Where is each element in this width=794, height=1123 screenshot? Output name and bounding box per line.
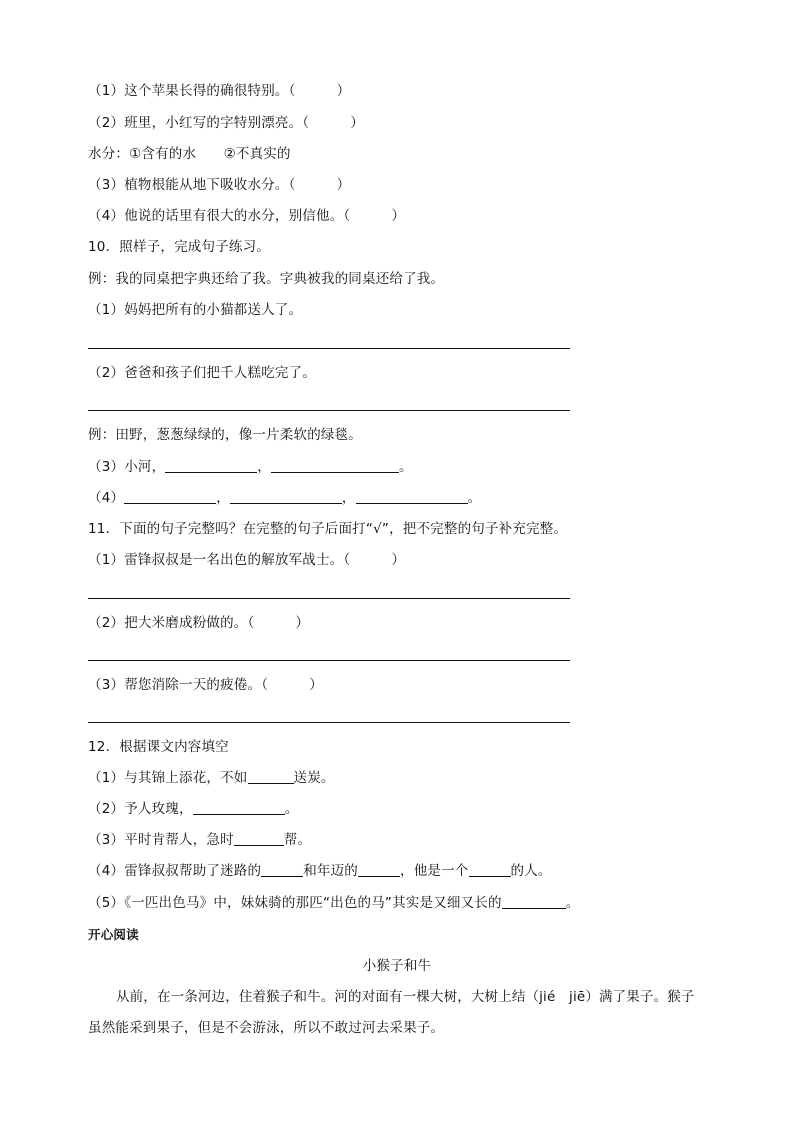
q11-sentence-3: （3）帮您消除一天的疲倦。（ ） bbox=[88, 677, 323, 693]
q9-item-2: （2）班里，小红写的字特别漂亮。（ ） bbox=[88, 115, 365, 131]
reading-title: 小猴子和牛 bbox=[362, 958, 432, 974]
q10-sentence-4 bbox=[88, 489, 481, 507]
comma: ， bbox=[341, 490, 356, 506]
q12-s3-end: 帮。 bbox=[283, 832, 312, 848]
reading-paragraph-line-1: 从前，在一条河边，住着猴子和牛。河的对面有一棵大树，大树上结（jié jiē）满了果子。猴子 bbox=[116, 989, 695, 1005]
q10-sentence-1: （1）妈妈把所有的小猫都送人了。 bbox=[88, 302, 303, 318]
q12-item-2 bbox=[88, 800, 298, 818]
q12-item-3 bbox=[88, 831, 311, 849]
fill-blank[interactable] bbox=[124, 489, 216, 504]
fill-blank[interactable] bbox=[358, 862, 400, 877]
q10-example-2: 例：田野，葱葱绿绿的，像一片柔软的绿毯。 bbox=[88, 427, 362, 443]
answer-line[interactable] bbox=[88, 722, 570, 723]
reading-paragraph-line-2: 虽然能采到果子，但是不会游泳，所以不敢过河去采果子。 bbox=[88, 1020, 445, 1036]
q12-s1-text: （1）与其锦上添花，不如 bbox=[88, 770, 248, 786]
answer-line[interactable] bbox=[88, 410, 570, 411]
comma: ， bbox=[216, 490, 230, 506]
q12-s4-text: （4）雷锋叔叔帮助了迷路的 bbox=[88, 863, 262, 879]
fill-blank[interactable] bbox=[230, 489, 342, 504]
answer-line[interactable] bbox=[88, 660, 570, 661]
q12-item-1 bbox=[88, 769, 335, 787]
q11-title: 11．下面的句子完整吗？在完整的句子后面打“√”，把不完整的句子补充完整。 bbox=[88, 521, 568, 537]
q9-item-1: （1）这个苹果长得的确很特别。（ ） bbox=[88, 83, 351, 99]
q10-example-1: 例：我的同桌把字典还给了我。字典被我的同桌还给了我。 bbox=[88, 271, 445, 287]
q12-s4-end: 的人。 bbox=[510, 863, 552, 879]
fill-blank[interactable] bbox=[271, 458, 399, 473]
q12-s3-text: （3）平时肯帮人，急时 bbox=[88, 832, 234, 848]
fill-blank[interactable] bbox=[193, 800, 285, 815]
comma: ， bbox=[257, 459, 271, 475]
answer-line[interactable] bbox=[88, 598, 570, 599]
q9-item-4: （4）他说的话里有很大的水分，别信他。（ ） bbox=[88, 208, 406, 224]
q10-sentence-3 bbox=[88, 458, 413, 476]
reading-section-heading: 开心阅读 bbox=[88, 927, 139, 942]
fill-blank[interactable] bbox=[356, 489, 468, 504]
q12-s5-end: 。 bbox=[565, 895, 580, 911]
fill-blank[interactable] bbox=[469, 862, 511, 877]
q10-title: 10．照样子，完成句子练习。 bbox=[88, 239, 270, 255]
q9-item-3: （3）植物根能从地下吸收水分。（ ） bbox=[88, 177, 351, 193]
shuifen-definitions: 水分：①含有的水 ②不真实的 bbox=[88, 146, 291, 162]
period: 。 bbox=[467, 490, 482, 506]
answer-line[interactable] bbox=[88, 348, 570, 349]
fill-blank[interactable] bbox=[248, 769, 294, 784]
q10-s3-prefix: （3）小河， bbox=[88, 459, 166, 475]
q12-s4-text-c: ，他是一个 bbox=[400, 863, 469, 879]
fill-blank[interactable] bbox=[165, 458, 257, 473]
q12-s2-end: 。 bbox=[284, 801, 299, 817]
fill-blank[interactable] bbox=[261, 862, 303, 877]
period: 。 bbox=[399, 459, 413, 475]
q12-item-5 bbox=[88, 894, 579, 912]
q12-item-4 bbox=[88, 862, 552, 880]
q11-sentence-2: （2）把大米磨成粉做的。（ ） bbox=[88, 615, 310, 631]
q10-sentence-2: （2）爸爸和孩子们把千人糕吃完了。 bbox=[88, 365, 316, 381]
q10-s4-prefix: （4） bbox=[88, 490, 125, 506]
q12-s1-end: 送炭。 bbox=[293, 770, 335, 786]
q12-s2-text: （2）予人玫瑰， bbox=[88, 801, 193, 817]
q12-s4-text-b: 和年迈的 bbox=[303, 863, 359, 879]
fill-blank[interactable] bbox=[502, 894, 566, 909]
q12-s5-text: （5）《一匹出色马》中，妹妹骑的那匹“出色的马”其实是又细又长的 bbox=[88, 895, 502, 911]
q11-sentence-1: （1）雷锋叔叔是一名出色的解放军战士。（ ） bbox=[88, 552, 406, 568]
fill-blank[interactable] bbox=[234, 831, 284, 846]
q12-title: 12．根据课文内容填空 bbox=[88, 739, 229, 755]
